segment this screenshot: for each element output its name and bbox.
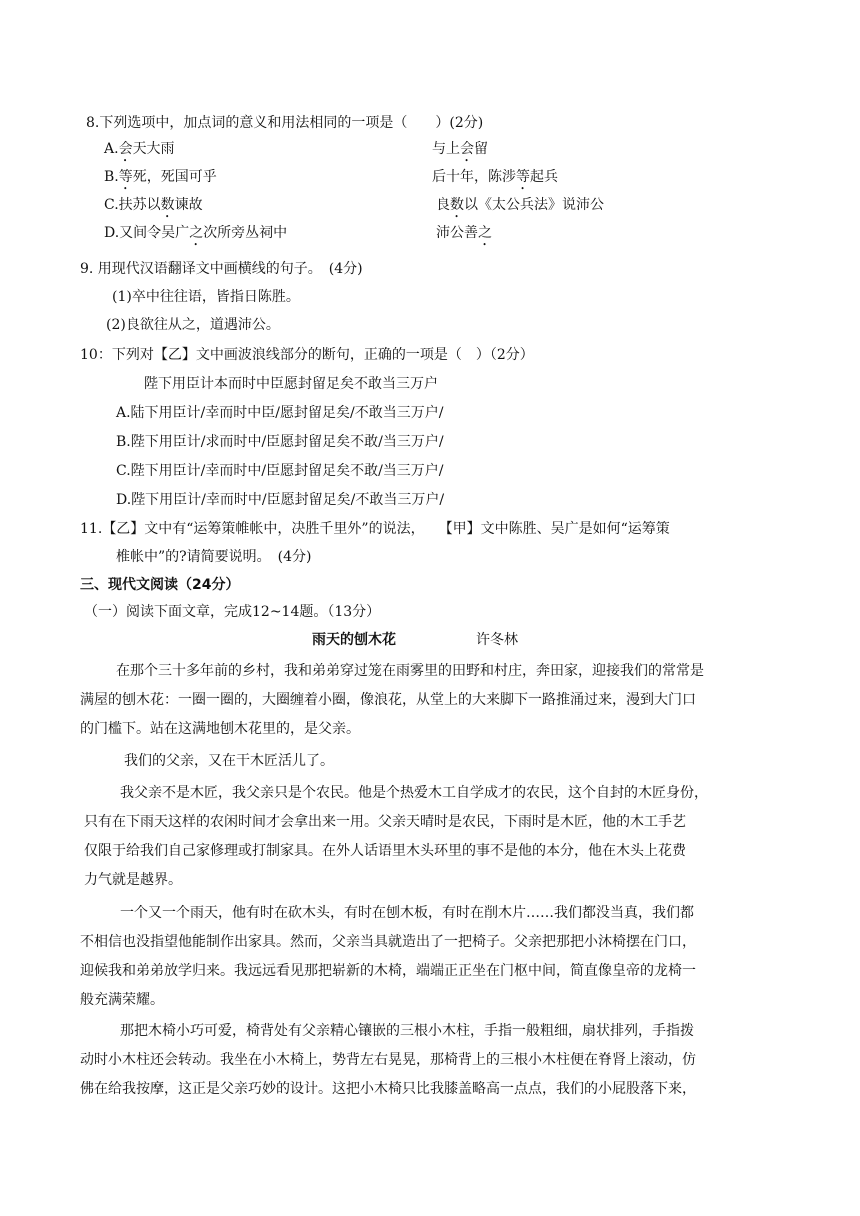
- article-p1-line-1: 在那个三十多年前的乡村，我和弟弟穿过笼在雨雾里的田野和村庄，奔田家，迎接我们的常常是: [116, 663, 704, 679]
- q11-line-2: 椎帐中”的?请简要说明。 (4分): [116, 549, 312, 565]
- q8-option-b-left: B.等死，死国可乎: [104, 169, 217, 185]
- q11-line-1: 11.【乙】文中有“运筹策帷帐中，决胜千里外”的说法， 【甲】文中陈胜、吴广是如何“运筹策: [80, 521, 670, 537]
- q9-stem: 9. 用现代汉语翻译文中画横线的句子。 (4分): [80, 261, 363, 277]
- q9-item-1: (1)卒中往往语，皆指日陈胜。: [112, 289, 300, 305]
- section-3-title: 三、现代文阅读（24分）: [80, 577, 240, 593]
- q8-option-c-right: 良数以《太公兵法》说沛公: [436, 197, 604, 213]
- q8-option-d-left: D.又间令吴广之次所旁丛祠中: [104, 225, 288, 241]
- q8-option-b-right: 后十年，陈涉等起兵: [432, 169, 558, 185]
- q10-sentence: 陛下用臣计本而时中臣愿封留足矣不敢当三万户: [144, 376, 438, 392]
- q9-item-2: (2)良欲往从之，道遇沛公。: [106, 317, 280, 333]
- q10-option-c: C.陛下用臣计/幸而时中/臣愿封留足矣不敢/当三万户/: [116, 463, 444, 479]
- section-3-sub: （一）阅读下面文章，完成12~14题。（13分）: [84, 604, 381, 620]
- article-p1-line-3: 的门槛下。站在这满地刨木花里的，是父亲。: [80, 721, 360, 737]
- article-p4-line-4: 般充满荣耀。: [80, 992, 164, 1008]
- article-p3-line-4: 力气就是越界。: [84, 872, 182, 888]
- article-p3-line-3: 仅限于给我们自己家修理或打制家具。在外人话语里木头环里的事不是他的本分，他在木头上花费: [84, 843, 686, 859]
- article-p3-line-2: 只有在下雨天这样的农闲时间才会拿出来一用。父亲天晴时是农民，下雨时是木匠，他的木工手艺: [84, 814, 686, 830]
- q10-option-a: A.陆下用臣计/幸而时中臣/愿封留足矣/不敢当三万户/: [116, 405, 444, 421]
- q8-option-a-right: 与上会留: [432, 141, 488, 157]
- q10-option-b: B.陛下用臣计/求而时中/臣愿封留足矣不敢/当三万户/: [116, 434, 444, 450]
- article-p3-line-1: 我父亲不是木匠，我父亲只是个农民。他是个热爱木工自学成才的农民，这个自封的木匠身份，: [120, 785, 708, 801]
- q10-stem: 10：下列对【乙】文中画波浪线部分的断句，正确的一项是（ ）（2分）: [80, 347, 534, 363]
- article-p5-line-2: 动时小木柱还会转动。我坐在小木椅上，势背左右晃晃，那椅背上的三根小木柱便在脊肾上滚动，仿: [80, 1052, 696, 1068]
- q8-option-a-left: A.会天大雨: [104, 141, 175, 157]
- q8-option-c-left: C.扶苏以数谏故: [104, 197, 203, 213]
- article-p2: 我们的父亲，又在干木匠活儿了。: [124, 753, 334, 769]
- q8-option-d-right: 沛公善之: [436, 225, 492, 241]
- q10-option-d: D.陛下用臣计/幸而时中/臣愿封留足矣/不敢当三万户/: [116, 492, 445, 508]
- article-title: 雨天的刨木花: [312, 632, 396, 648]
- article-author: 许冬林: [476, 632, 518, 648]
- q8-stem: 8.下列选项中，加点词的意义和用法相同的一项是（ ）(2分): [86, 115, 484, 131]
- article-p4-line-2: 不相信也没指望他能制作出家具。然而，父亲当具就造出了一把椅子。父亲把那把小沐椅摆在门口，: [80, 934, 696, 950]
- article-p1-line-2: 满屋的刨木花：一圈一圈的，大圈缠着小圈，像浪花，从堂上的大来脚下一路推涌过来，漫到大门口: [80, 692, 696, 708]
- article-p4-line-3: 迎候我和弟弟放学归来。我远远看见那把崭新的木椅，端端正正坐在门枢中间，简直像皇帝的龙椅一: [80, 963, 696, 979]
- article-p5-line-3: 佛在给我按摩，这正是父亲巧妙的设计。这把小木椅只比我膝盖略高一点点，我们的小屁股落下来，: [80, 1081, 696, 1097]
- article-p5-line-1: 那把木椅小巧可爱，椅背处有父亲精心镶嵌的三根小木柱，手指一般粗细，扇状排列，手指拨: [120, 1023, 694, 1039]
- article-p4-line-1: 一个又一个雨天，他有时在砍木头，有时在刨木板，有时在削木片……我们都没当真，我们都: [120, 905, 694, 921]
